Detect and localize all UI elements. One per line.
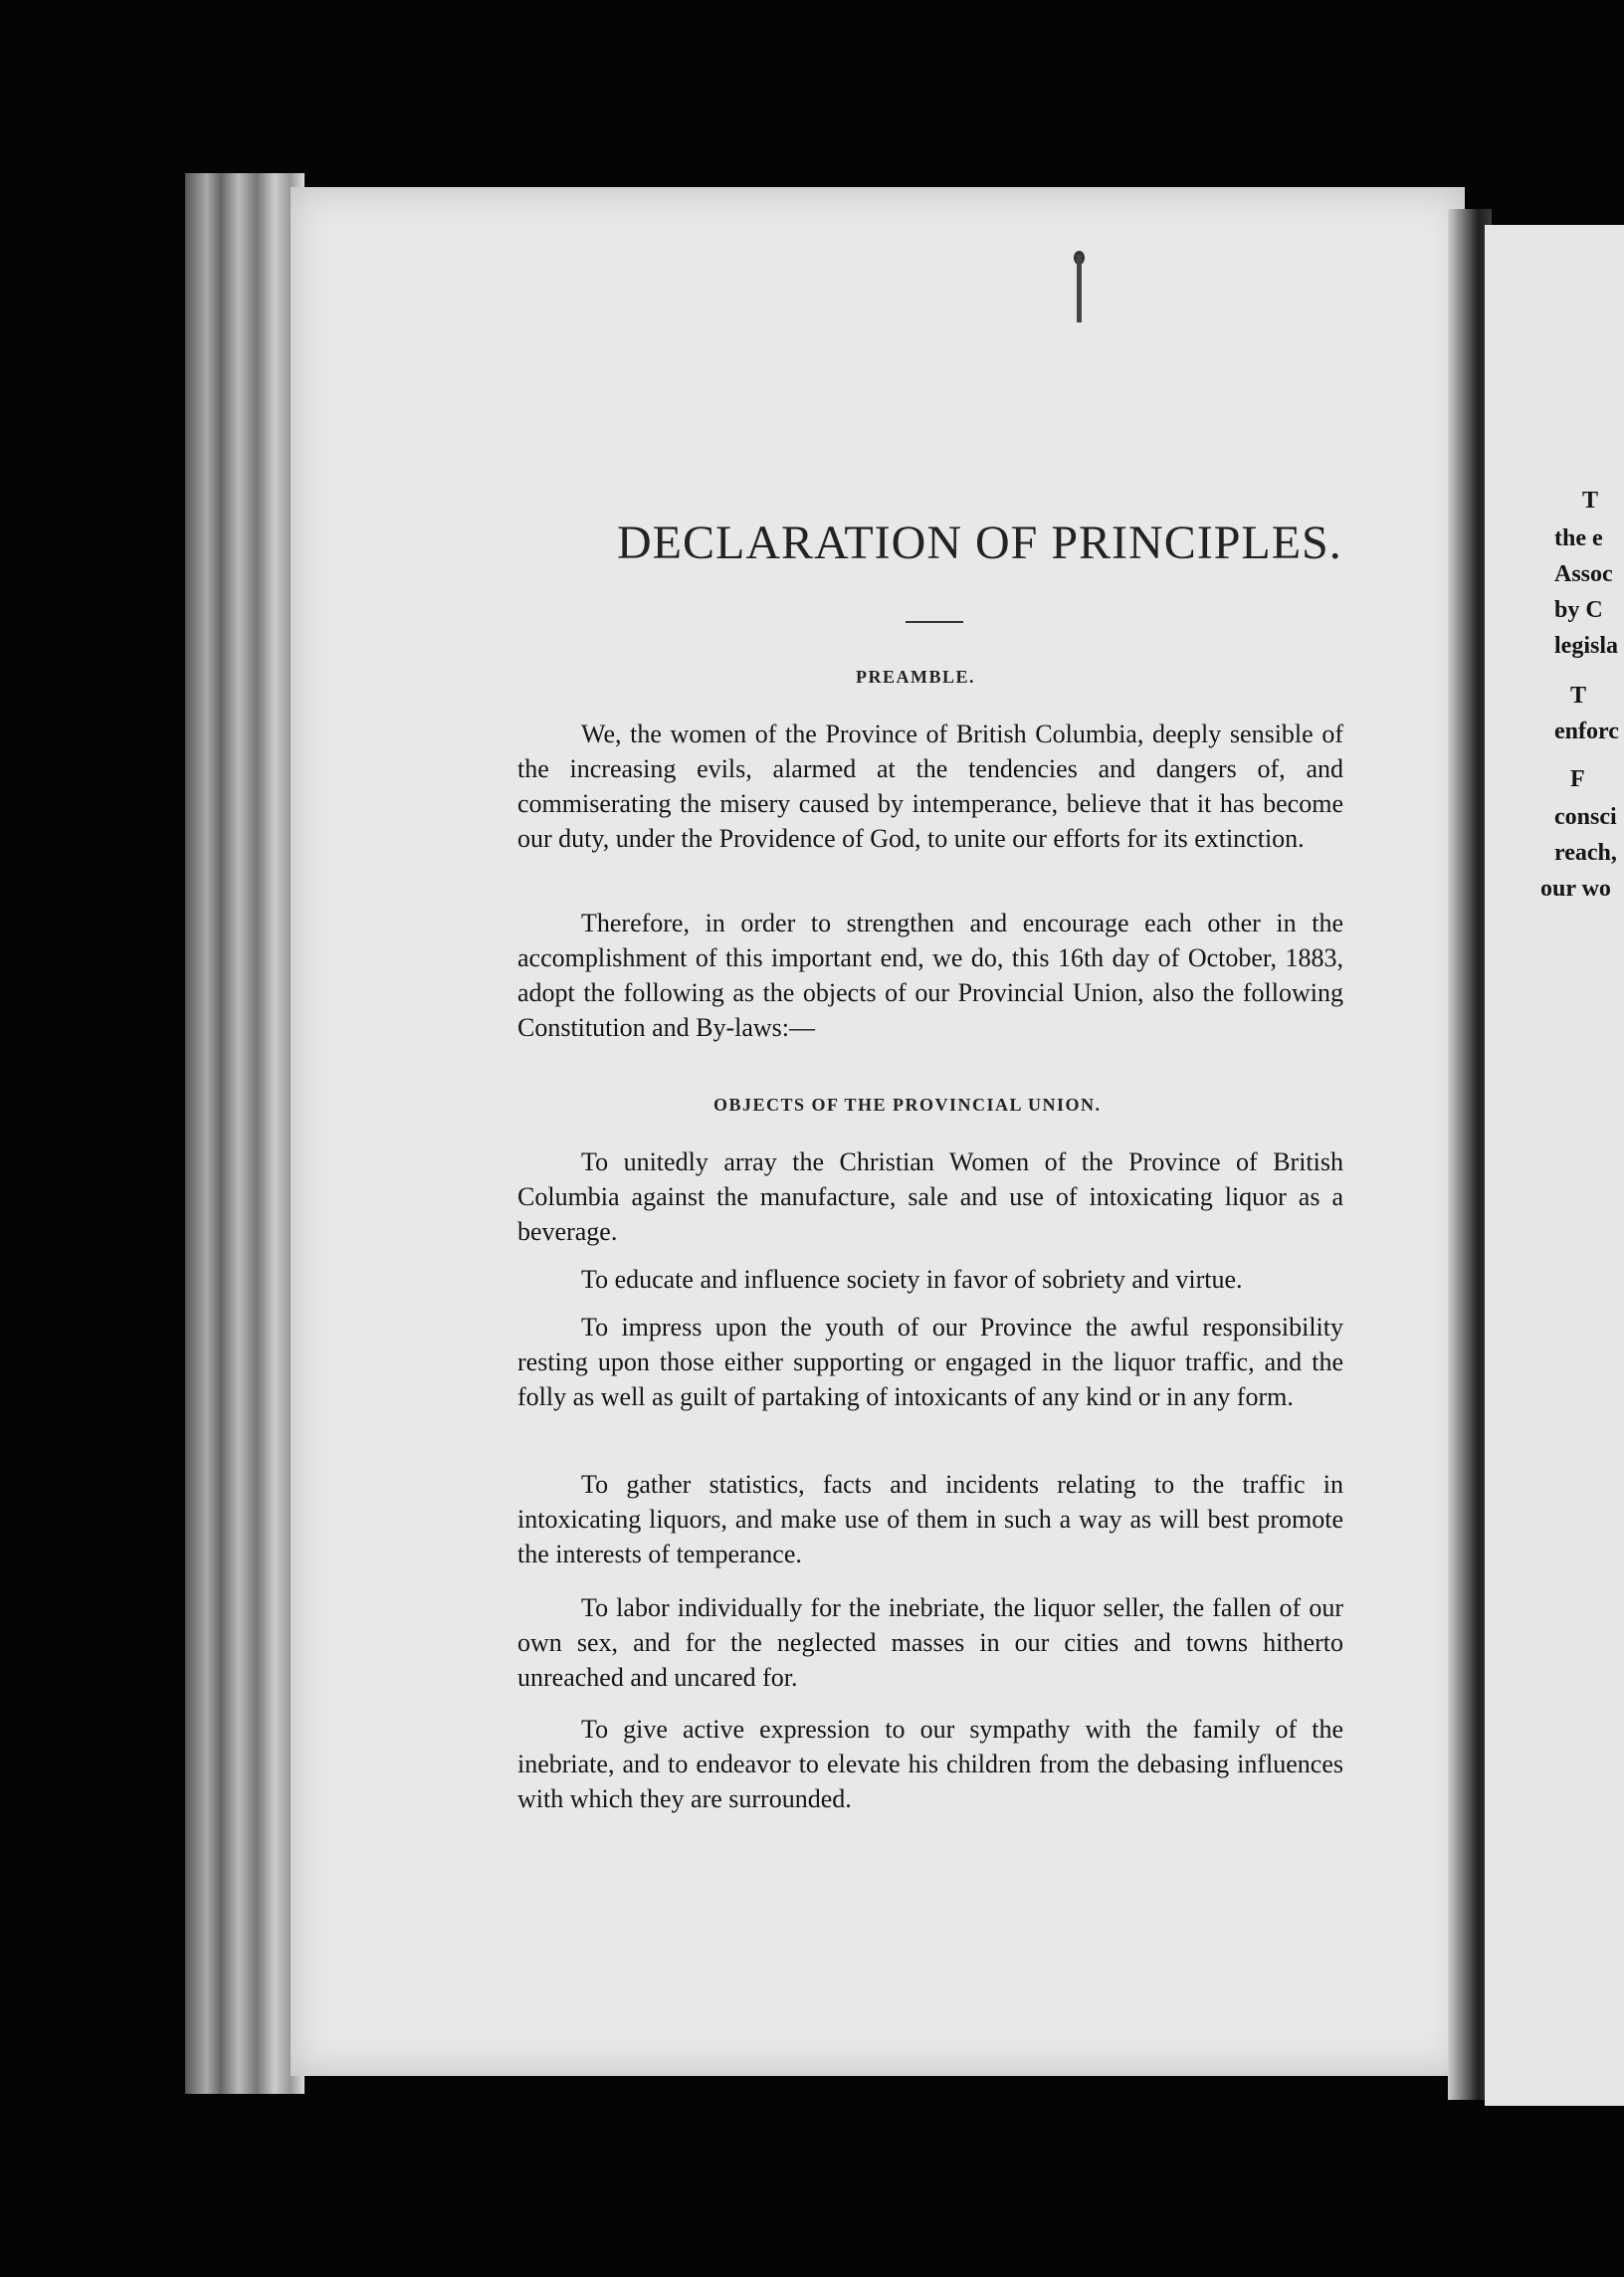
pin-mark-stem xyxy=(1077,255,1082,322)
object-item: To gather statistics, facts and incidents relating to the traffic in intoxicating liquors, and make use of them in such a way as will best promote the interests of temperance. xyxy=(517,1470,1343,1568)
page-title: DECLARATION OF PRINCIPLES. xyxy=(617,517,1342,569)
object-item: To give active expression to our sympathy with the family of the inebriate, and to endeavor to elevate his children from the debasing influences with which they are surrounded. xyxy=(517,1715,1343,1813)
facing-page-line: T xyxy=(1570,683,1587,709)
page-edges xyxy=(185,173,304,2094)
facing-page-line: the e xyxy=(1554,525,1603,551)
facing-page-line: Assoc xyxy=(1554,561,1613,587)
facing-page-line: F xyxy=(1570,766,1585,792)
facing-page-line: our wo xyxy=(1540,876,1611,902)
object-item: To labor individually for the inebriate, the liquor seller, the fallen of our own sex, and for the neglected masses in our cities and towns hitherto unreached and uncared for. xyxy=(517,1593,1343,1692)
facing-page-line: reach, xyxy=(1554,840,1617,866)
object-item: To educate and influence society in favor of sobriety and virtue. xyxy=(581,1265,1243,1294)
preamble-paragraph: We, the women of the Province of British Columbia, deeply sensible of the increasing evils, alarmed at the tendencies and dangers of, and commiserating the misery caused by intemperance, believe that it has become our duty, under the Providence of God, to unite our efforts for its extinction. xyxy=(517,720,1343,853)
preamble-heading: PREAMBLE. xyxy=(856,667,976,687)
facing-page-line: T xyxy=(1582,488,1599,514)
preamble-paragraph: Therefore, in order to strengthen and encourage each other in the accomplishment of this important end, we do, this 16th day of October, 1883, adopt the following as the objects of our Provincial Union, also the following Constitution and By-laws:— xyxy=(517,909,1343,1042)
object-item: To impress upon the youth of our Province the awful responsibility resting upon those either supporting or engaged in the liquor traffic, and the folly as well as guilt of partaking of intoxicants of any kind or in any form. xyxy=(517,1313,1343,1411)
facing-page-line: consci xyxy=(1554,804,1617,830)
facing-page xyxy=(1485,225,1624,2106)
objects-heading: OBJECTS OF THE PROVINCIAL UNION. xyxy=(713,1095,1102,1115)
title-rule xyxy=(906,621,963,623)
object-item: To unitedly array the Christian Women of the Province of British Columbia against the manufacture, sale and use of intoxicating liquor as a beverage. xyxy=(517,1147,1343,1246)
facing-page-line: legisla xyxy=(1554,633,1618,659)
facing-page-line: by C xyxy=(1554,597,1603,623)
facing-page-line: enforc xyxy=(1554,719,1619,744)
